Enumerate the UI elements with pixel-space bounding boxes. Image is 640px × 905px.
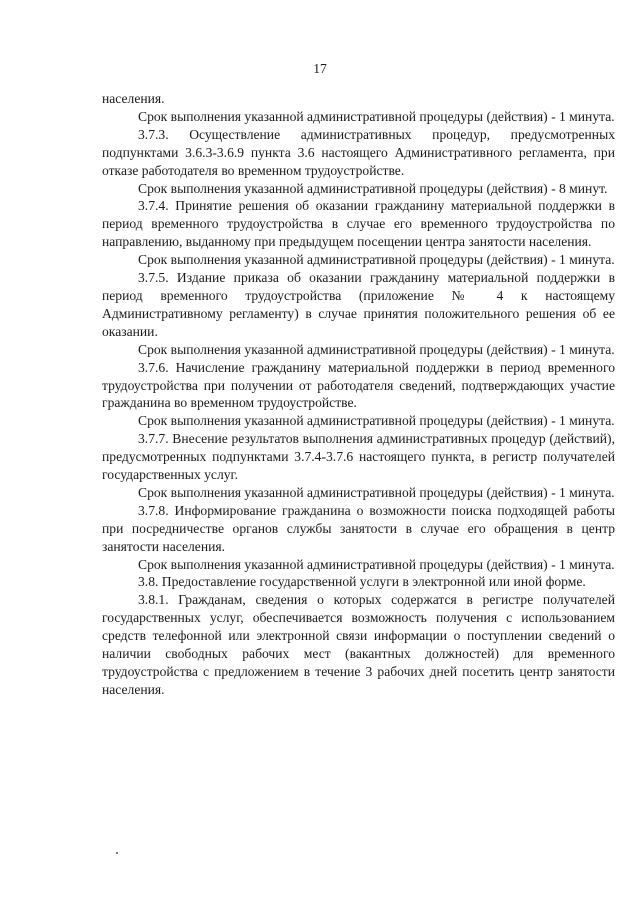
paragraph-deadline: Срок выполнения указанной административной процедуры (действия) - 1 минута.: [138, 556, 615, 572]
paragraph-3-7-4: 3.7.4. Принятие решения об оказании гражданину материальной поддержки в период временного трудоустройства в случае его временного трудоустройства по направлению, выданному при предыдущем посещении центра занятости населения.: [102, 198, 615, 250]
paragraph-deadline: Срок выполнения указанной административной процедуры (действия) - 1 минута.: [138, 413, 615, 429]
paragraph-3-7-3: 3.7.3. Осуществление административных процедур, предусмотренных подпунктами 3.6.3-3.6.9 пункта 3.6 настоящего Административного регламента, при отказе работодателя во временном трудоустройстве.: [102, 126, 615, 178]
paragraph-3-8-1: 3.8.1. Гражданам, сведения о которых содержатся в регистре получателей государственных услуг, обеспечивается возможность получения с использованием средств телефонной или электронной связи информации о поступлении сведений о наличии свободных рабочих мест (вакантных должностей) для временного трудоустройства с предложением в течение 3 рабочих дней посетить центр занятости населения.: [102, 592, 615, 697]
paragraph-deadline: Срок выполнения указанной административной процедуры (действия) - 1 минута.: [138, 484, 615, 500]
paragraph-3-7-8: 3.7.8. Информирование гражданина о возможности поиска подходящей работы при посредничестве органов службы занятости в случае его обращения в центр занятости населения.: [102, 502, 615, 554]
paragraph-deadline: Срок выполнения указанной административной процедуры (действия) - 1 минута.: [138, 341, 615, 357]
paragraph-3-8: 3.8. Предоставление государственной услуги в электронной или иной форме.: [138, 574, 586, 590]
paragraph-continuation: населения.: [102, 91, 165, 106]
paragraph-deadline: Срок выполнения указанной административной процедуры (действия) - 1 минута.: [138, 108, 615, 124]
paragraph-3-7-5: 3.7.5. Издание приказа об оказании гражданину материальной поддержки в период временного трудоустройства (приложение № 4 к настоящему Административному регламенту) в случае принятия положительного решения об ее оказании.: [102, 270, 615, 339]
paragraph-3-7-7: 3.7.7. Внесение результатов выполнения административных процедур (действий), предусмотренных подпунктами 3.7.4-3.7.6 настоящего пункта, в регистр получателей государственных услуг.: [102, 431, 615, 483]
paragraph-deadline: Срок выполнения указанной административной процедуры (действия) - 1 минута.: [138, 252, 615, 268]
paragraph-deadline: Срок выполнения указанной административной процедуры (действия) - 8 минут.: [138, 180, 608, 196]
page-number: 17: [313, 61, 327, 76]
paragraph-3-7-6: 3.7.6. Начисление гражданину материальной поддержки в период временного трудоустройства при получении от работодателя сведений, подтверждающих участие гражданина во временном трудоустройстве.: [102, 359, 615, 411]
document-body: [102, 90, 615, 699]
scan-speck: [116, 852, 118, 854]
